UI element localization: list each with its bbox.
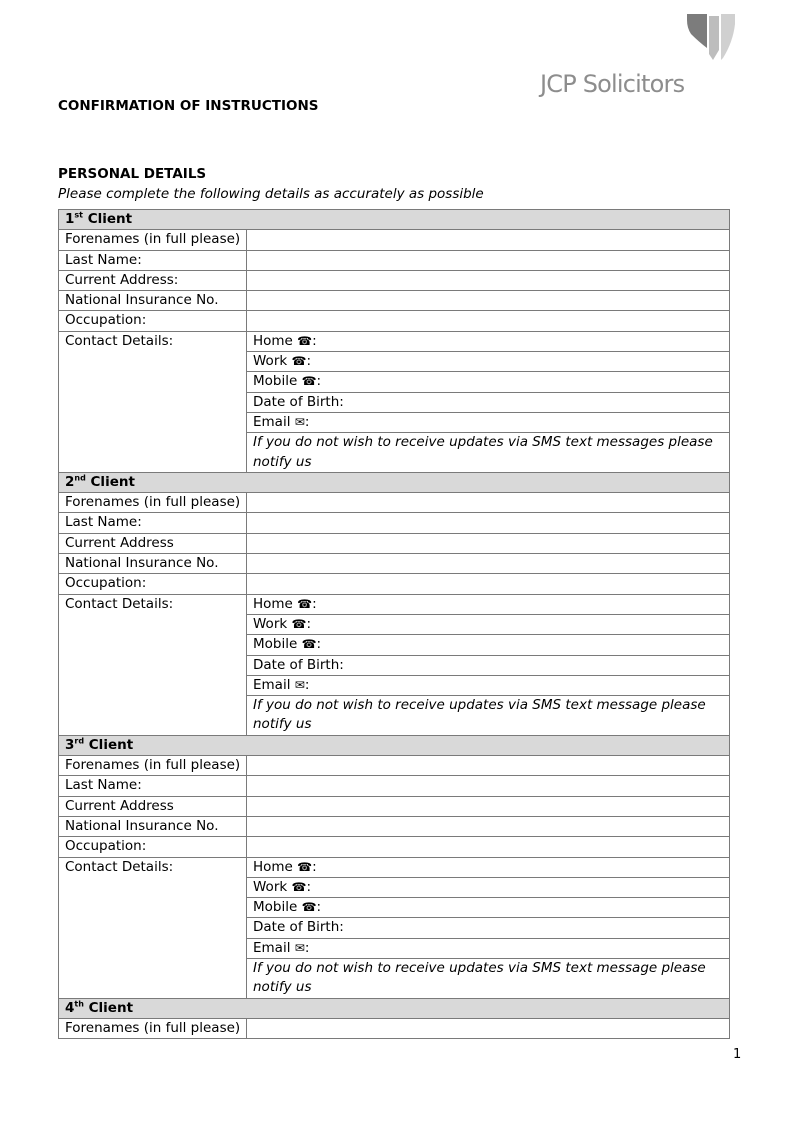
contact-home-cell[interactable]: Home ☎: [247,331,730,351]
contact-sms-note-label: If you do not wish to receive updates via SMS text message please notify us [253,959,706,996]
client-label: Client [85,473,135,490]
field-input-cell[interactable] [247,513,730,533]
field-input-cell[interactable] [247,493,730,513]
client-header-row [59,735,730,755]
field-row [59,513,730,533]
contact-dob-label: Date of Birth: [253,393,344,410]
field-input-cell[interactable] [247,574,730,594]
field-label: Forenames (in full please) [59,1018,247,1038]
field-label: National Insurance No. [59,816,247,836]
field-input-cell[interactable] [247,554,730,574]
field-input-cell[interactable] [247,837,730,857]
client-heading [59,210,730,230]
contact-sms-note-cell [247,433,730,473]
contact-details-label: Contact Details: [59,331,247,472]
client-heading [59,735,730,755]
field-row [59,816,730,836]
contact-dob-cell[interactable] [247,918,730,938]
document-title: CONFIRMATION OF INSTRUCTIONS [58,98,319,114]
field-row [59,250,730,270]
field-input-cell[interactable] [247,816,730,836]
email-icon: ✉ [294,677,305,692]
contact-sms-note-label: If you do not wish to receive updates via SMS text messages please notify us [253,434,713,470]
client-ordinal-suffix: th [74,999,84,1009]
client-ordinal: 3 [65,736,75,753]
contact-work-cell[interactable]: Work ☎: [247,614,730,634]
contact-sms-note-cell [247,958,730,998]
company-logo [540,12,740,98]
field-label: Current Address [59,796,247,816]
client-label: Client [83,211,133,227]
contact-home-label: Home [253,858,293,875]
client-label: Client [84,736,134,753]
client-ordinal: 1 [65,211,75,227]
client-ordinal-suffix: rd [74,736,85,746]
contact-sms-note-cell [247,696,730,736]
field-row [59,776,730,796]
phone-icon: ☎ [291,354,307,369]
page-number: 1 [733,1047,742,1062]
field-label: Forenames (in full please) [59,756,247,776]
field-row [59,493,730,513]
contact-row [59,594,730,614]
field-row [59,796,730,816]
phone-icon: ☎ [301,900,317,915]
field-row [59,554,730,574]
field-input-cell[interactable] [247,230,730,250]
phone-icon: ☎ [297,333,313,348]
contact-work-cell[interactable]: Work ☎: [247,877,730,897]
field-label: Current Address [59,533,247,553]
field-input-cell[interactable] [247,1018,730,1038]
phone-icon: ☎ [291,879,307,894]
client-label: Client [83,999,134,1016]
contact-home-label: Home [253,332,293,349]
field-label: Last Name: [59,250,247,270]
contact-home-cell[interactable]: Home ☎: [247,594,730,614]
client-heading [59,998,730,1018]
field-label: National Insurance No. [59,554,247,574]
contact-work-label: Work [253,878,288,895]
contact-mobile-label: Mobile [253,373,298,390]
field-row [59,311,730,331]
field-row [59,574,730,594]
field-row [59,533,730,553]
contact-email-cell[interactable]: Email ✉: [247,675,730,695]
contact-dob-label: Date of Birth: [253,656,344,673]
logo-wordmark: JCP Solicitors [540,70,685,98]
field-label: Occupation: [59,837,247,857]
contact-work-cell[interactable]: Work ☎: [247,352,730,372]
client-header-row [59,998,730,1018]
section-title: PERSONAL DETAILS [58,166,207,182]
contact-work-label: Work [253,615,288,632]
contact-dob-label: Date of Birth: [253,919,344,936]
client-ordinal: 4 [65,999,75,1016]
field-label: Current Address: [59,270,247,290]
shield-logo-icon [685,12,737,64]
contact-dob-cell[interactable] [247,655,730,675]
phone-icon: ☎ [301,374,317,389]
client-ordinal-suffix: nd [74,473,86,483]
field-label: Forenames (in full please) [59,230,247,250]
field-input-cell[interactable] [247,756,730,776]
phone-icon: ☎ [297,596,313,611]
contact-details-label: Contact Details: [59,857,247,998]
email-icon: ✉ [294,940,305,955]
contact-email-cell[interactable]: Email ✉: [247,412,730,432]
contact-mobile-label: Mobile [253,899,298,916]
field-label: National Insurance No. [59,291,247,311]
field-label: Last Name: [59,776,247,796]
field-input-cell[interactable] [247,270,730,290]
field-row [59,756,730,776]
field-label: Occupation: [59,311,247,331]
client-heading [59,472,730,492]
field-input-cell[interactable] [247,291,730,311]
phone-icon: ☎ [297,859,313,874]
field-label: Forenames (in full please) [59,493,247,513]
contact-work-label: Work [253,353,288,370]
contact-mobile-cell[interactable]: Mobile ☎: [247,372,730,392]
field-input-cell[interactable] [247,796,730,816]
field-row [59,230,730,250]
section-subtitle: Please complete the following details as accurately as possible [58,186,484,202]
field-input-cell[interactable] [247,250,730,270]
client-header-row [59,210,730,230]
email-icon: ✉ [294,414,305,429]
contact-email-cell[interactable]: Email ✉: [247,938,730,958]
field-label: Last Name: [59,513,247,533]
contact-mobile-label: Mobile [253,636,298,653]
field-label: Occupation: [59,574,247,594]
contact-mobile-cell[interactable]: Mobile ☎: [247,635,730,655]
field-input-cell[interactable] [247,311,730,331]
personal-details-table [58,209,730,1039]
field-row [59,837,730,857]
field-row [59,1018,730,1038]
contact-row [59,857,730,877]
field-row [59,291,730,311]
contact-dob-cell[interactable] [247,392,730,412]
client-header-row [59,472,730,492]
contact-details-label: Contact Details: [59,594,247,735]
phone-icon: ☎ [301,637,317,652]
field-input-cell[interactable] [247,533,730,553]
contact-mobile-cell[interactable]: Mobile ☎: [247,898,730,918]
contact-sms-note-label: If you do not wish to receive updates via SMS text message please notify us [253,697,706,733]
field-input-cell[interactable] [247,776,730,796]
field-row [59,270,730,290]
contact-home-cell[interactable]: Home ☎: [247,857,730,877]
contact-home-label: Home [253,595,293,612]
phone-icon: ☎ [291,616,307,631]
client-ordinal-suffix: st [74,210,83,220]
contact-email-label: Email [253,939,291,956]
client-ordinal: 2 [65,473,75,490]
contact-email-label: Email [253,676,291,693]
contact-email-label: Email [253,413,291,430]
contact-row [59,331,730,351]
